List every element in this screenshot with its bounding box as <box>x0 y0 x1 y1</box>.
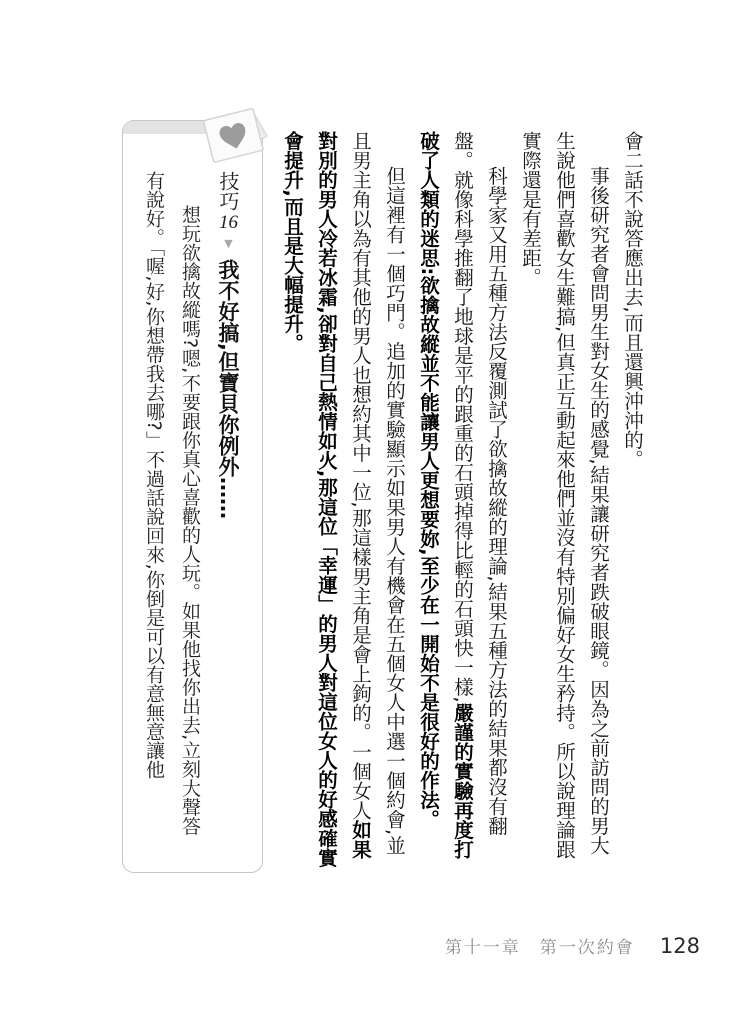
page-footer <box>445 933 700 958</box>
paragraph-4 <box>275 131 411 873</box>
main-text <box>275 131 649 873</box>
tip-box-content <box>133 171 246 854</box>
paragraph-3 <box>411 131 513 873</box>
page-number: 128 <box>659 934 700 958</box>
text-run: 會二話不說答應出去,而且還興沖沖的。 <box>621 131 644 469</box>
tip-body-text: 想玩欲擒故縱嗎?嗯,不要跟你真心喜歡的人玩。如果他找你出去,立刻大聲答有說好。「喔,好,你想帶我去哪?」不過話說回來,你倒是可以有意無意讓他 <box>143 171 201 836</box>
triangle-down-icon: ▼ <box>222 237 235 250</box>
text-run: 科學家又用五種方法反覆測試了欲擒故縱的理論,結果五種方法的結果都沒有翻盤。就像科學推翻了地球是平的跟重的石頭掉得比輕的石頭快一樣, <box>451 131 508 836</box>
bold-text-run: 如果對別的男人冷若冰霜,卻對自己熱情如火,那這位「幸運」的男人對這位女人的好感確實會提升,而且是大幅提升。 <box>281 131 372 868</box>
technique-box <box>122 120 263 873</box>
tip-title: 我不好搞,但寶貝你例外…… <box>216 259 240 519</box>
tip-number: 16 <box>219 213 238 232</box>
tip-label: 技巧 <box>216 171 240 211</box>
paragraph-1 <box>615 131 649 873</box>
chapter-label: 第十一章 第一次約會 <box>444 938 635 957</box>
text-run: 事後研究者會問男生對女生的感覺,結果讓研究者跌破眼鏡。因為之前訪問的男大生說他們喜歡女生難搞,但真正互動起來他們並沒有特別偏好女生矜持。所以說理論跟實際還是有差距。 <box>519 131 610 859</box>
tip-header <box>210 171 246 854</box>
bold-text-run: 嚴謹的實驗再度打破了人類的迷思:欲擒故縱並不能讓男人更想要妳,至少在一開始不是很好的作法。 <box>417 131 474 859</box>
paragraph-2 <box>513 131 615 873</box>
text-run: 但這裡有一個巧門。追加的實驗顯示如果男人有機會在五個女人中選一個約會,並且男主角以為有其他的男人也想約其中一位,那這樣男主角是會上鉤的。一個女人 <box>349 131 406 855</box>
heart-envelope-icon <box>195 100 273 172</box>
